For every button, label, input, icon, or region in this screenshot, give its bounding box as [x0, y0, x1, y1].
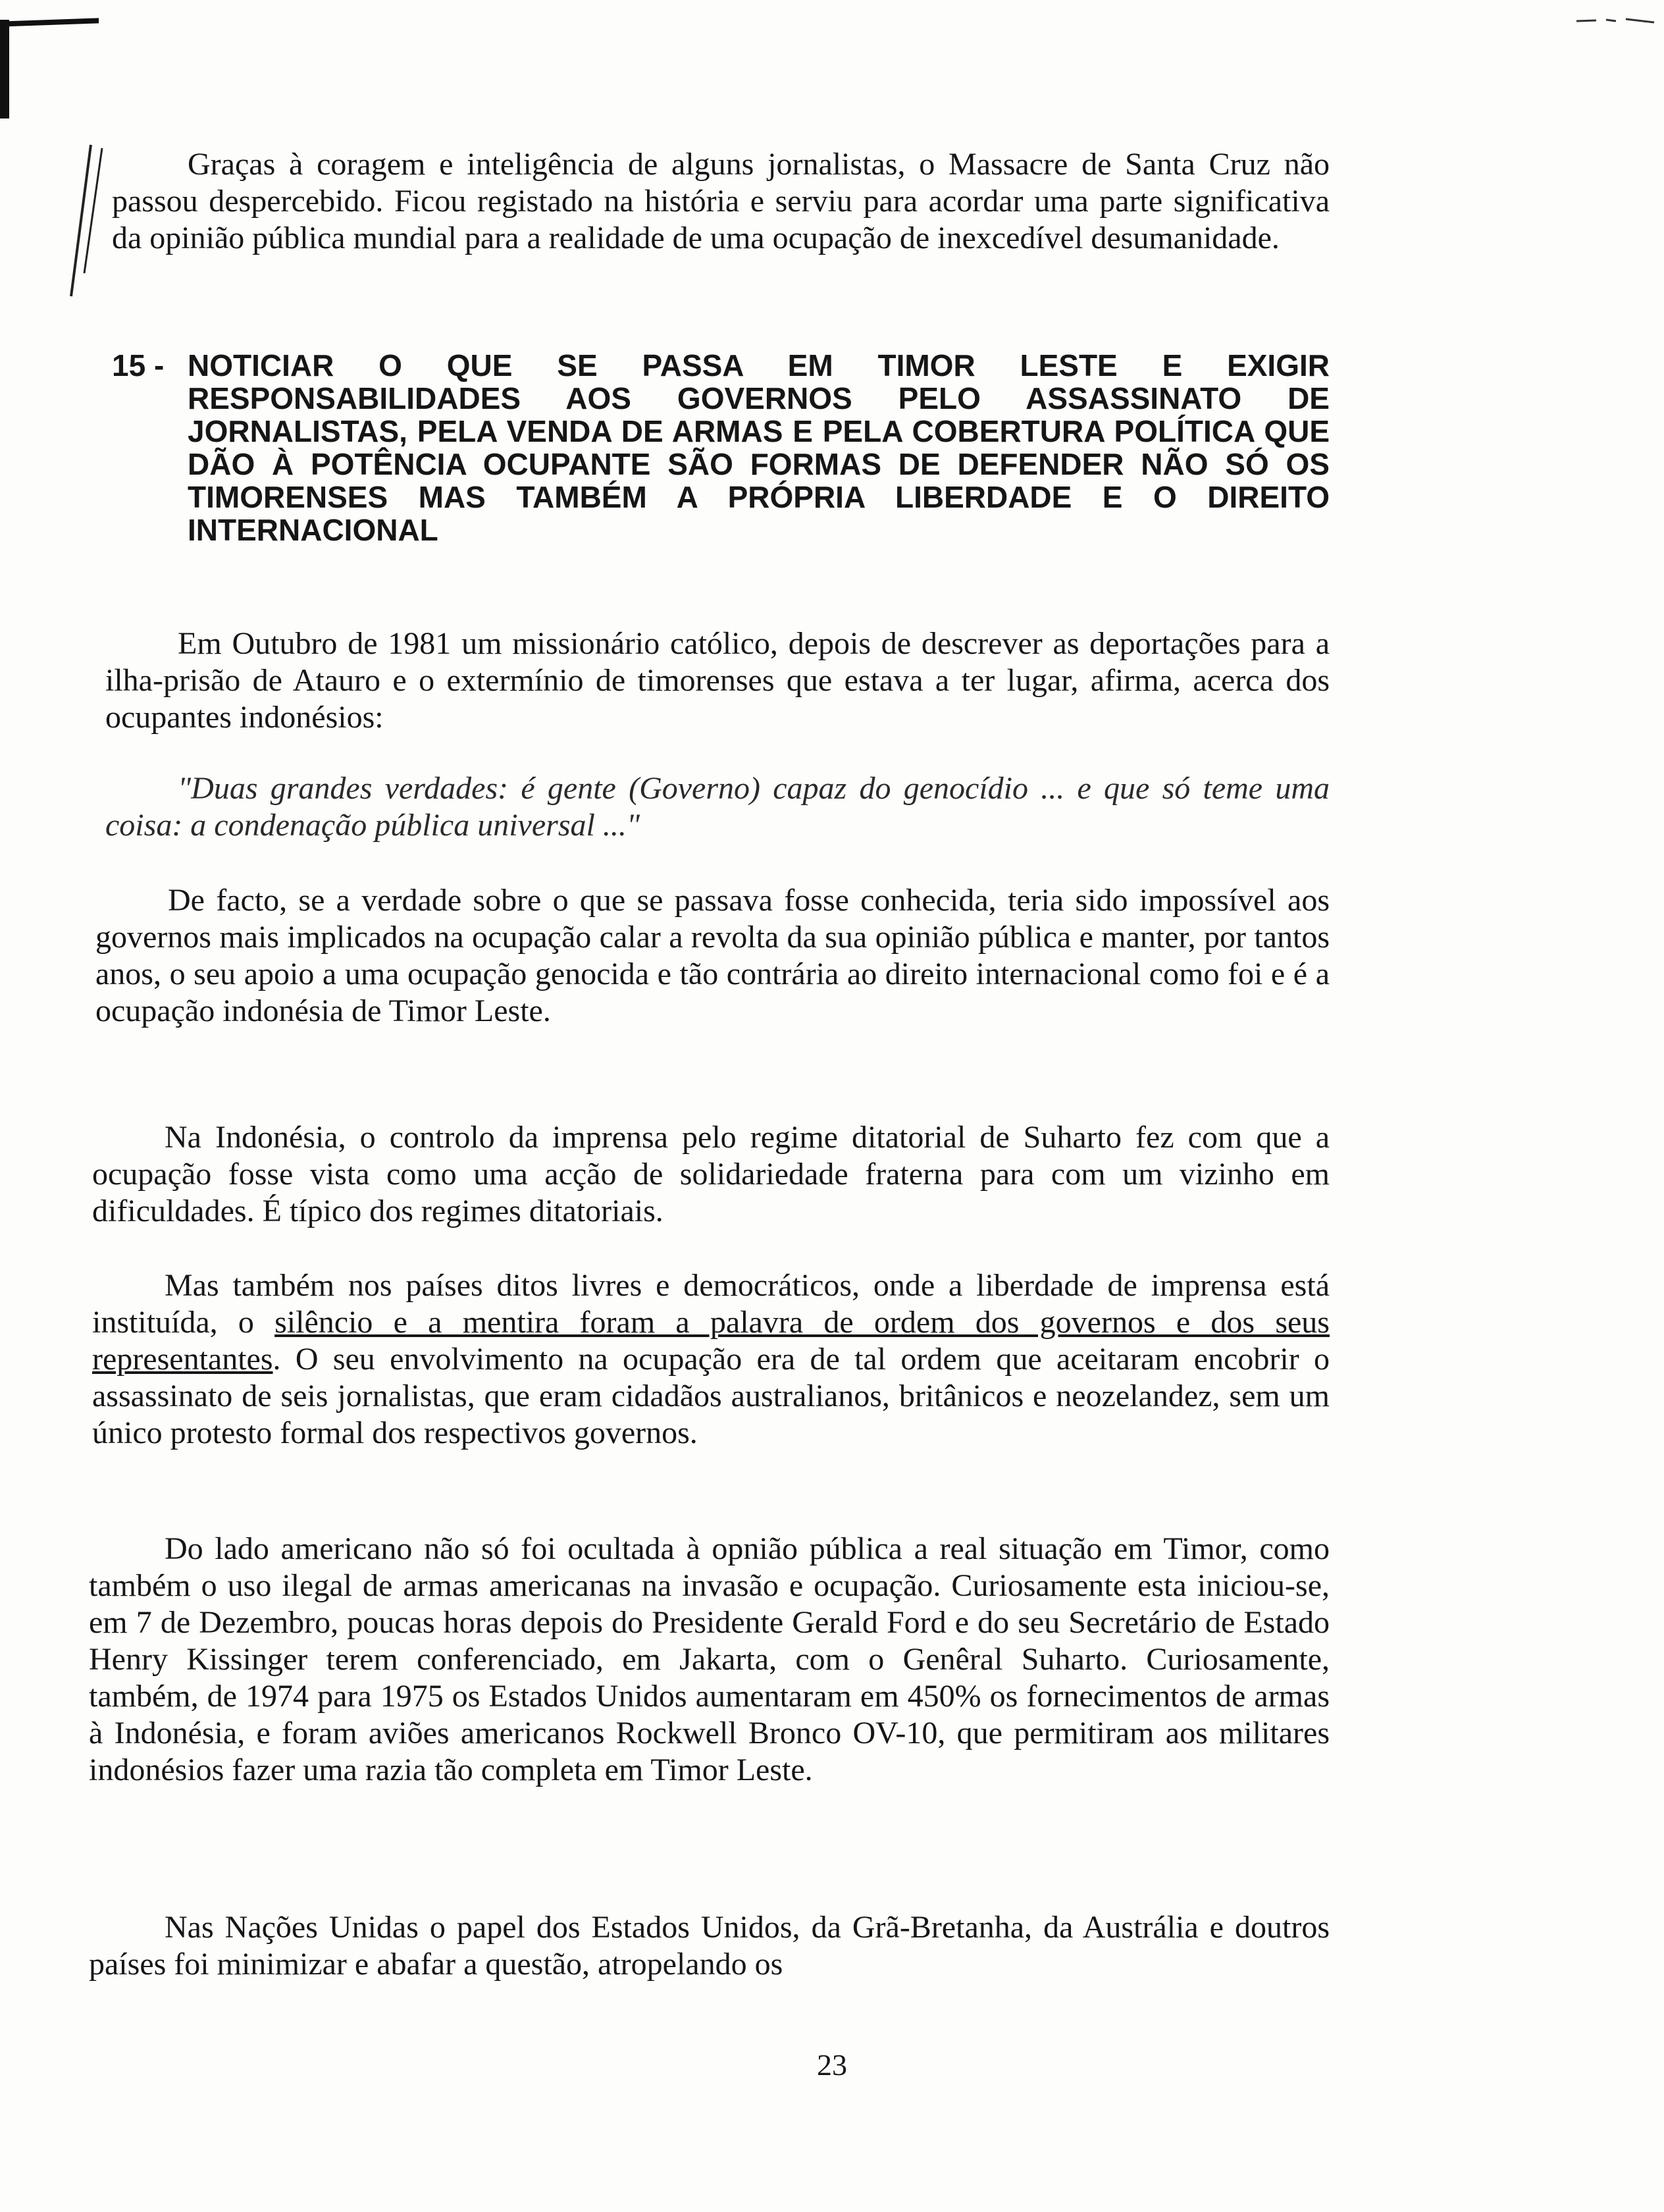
scan-corner-mark-vertical	[0, 20, 9, 118]
paragraph-paises-livres	[92, 1267, 1330, 1452]
paragraph-missionario: Em Outubro de 1981 um missionário católico, depois de descrever as deportações para a ilha-prisão de Atauro e o extermínio de timorenses que estava a ter lugar, afirma, acerca dos ocupantes indonésios:	[105, 626, 1330, 735]
quote-missionario: "Duas grandes verdades: é gente (Governo) capaz do genocídio ... e que só teme uma coisa: a condenação pública universal ..."	[105, 771, 1330, 843]
paragraph-santa-cruz: Graças à coragem e inteligência de alguns jornalistas, o Massacre de Santa Cruz não passou despercebido. Ficou registado na história e serviu para acordar uma parte significativa da opinião pública mundial para a realidade de uma ocupação de inexcedível desumanidade.	[112, 147, 1330, 255]
handwritten-margin-marks	[66, 142, 105, 300]
paragraph-indonesia: Na Indonésia, o controlo da imprensa pelo regime ditatorial de Suharto fez com que a ocupação fosse vista como uma acção de solidariedade fraterna para com um vizinho em dificuldades. É típico dos regimes ditatoriais.	[92, 1120, 1330, 1228]
paragraph-paises-livres-end: . O seu envolvimento na ocupação era de tal ordem que aceitaram encobrir o assassinato de seis jornalistas, que eram cidadãos australianos, britânicos e neozelandez, sem um único protesto formal dos respectivos governos.	[92, 1342, 1330, 1450]
scan-corner-mark-right	[1576, 16, 1655, 25]
scan-corner-mark	[0, 18, 99, 26]
paragraph-paises-livres-start: Mas também nos países ditos livres e democráticos, onde a liberdade de imprensa está instituída, o	[92, 1268, 1330, 1340]
section-heading-15	[112, 349, 1330, 546]
paragraph-nacoes-unidas: Nas Nações Unidas o papel dos Estados Unidos, da Grã-Bretanha, da Austrália e doutros países foi minimizar e abafar a questão, atropelando os	[89, 1910, 1330, 1982]
section-heading-text: NOTICIAR O QUE SE PASSA EM TIMOR LESTE E EXIGIR RESPONSABILIDADES AOS GOVERNOS PELO ASSASSINATO DE JORNALISTAS, PELA VENDA DE ARMAS E PELA COBERTURA POLÍTICA QUE DÃO À POTÊNCIA OCUPANTE SÃO FORMAS DE DEFENDER NÃO SÓ OS TIMORENSES MAS TAMBÉM A PRÓPRIA LIBERDADE E O DIREITO INTERNACIONAL	[188, 348, 1330, 547]
section-number: 15 -	[112, 348, 165, 382]
paragraph-de-facto: De facto, se a verdade sobre o que se passava fosse conhecida, teria sido impossível aos governos mais implicados na ocupação calar a revolta da sua opinião pública e manter, por tantos anos, o seu apoio a uma ocupação genocida e tão contrária ao direito internacional como foi e é a ocupação indonésia de Timor Leste.	[95, 883, 1330, 1028]
page-number: 23	[817, 2048, 847, 2082]
underlined-phrase: silêncio e a mentira foram a palavra de ordem dos governos e dos seus representantes	[92, 1305, 1330, 1377]
paragraph-lado-americano: Do lado americano não só foi ocultada à opnião pública a real situação em Timor, como também o uso ilegal de armas americanas na invasão e ocupação. Curiosamente esta iniciou-se, em 7 de Dezembro, poucas horas depois do Presidente Gerald Ford e do seu Secretário de Estado Henry Kissinger terem conferenciado, em Jakarta, com o Genêral Suharto. Curiosamente, também, de 1974 para 1975 os Estados Unidos aumentaram em 450% os fornecimentos de armas à Indonésia, e foram aviões americanos Rockwell Bronco OV-10, que permitiram aos militares indonésios fazer uma razia tão completa em Timor Leste.	[89, 1531, 1330, 1787]
